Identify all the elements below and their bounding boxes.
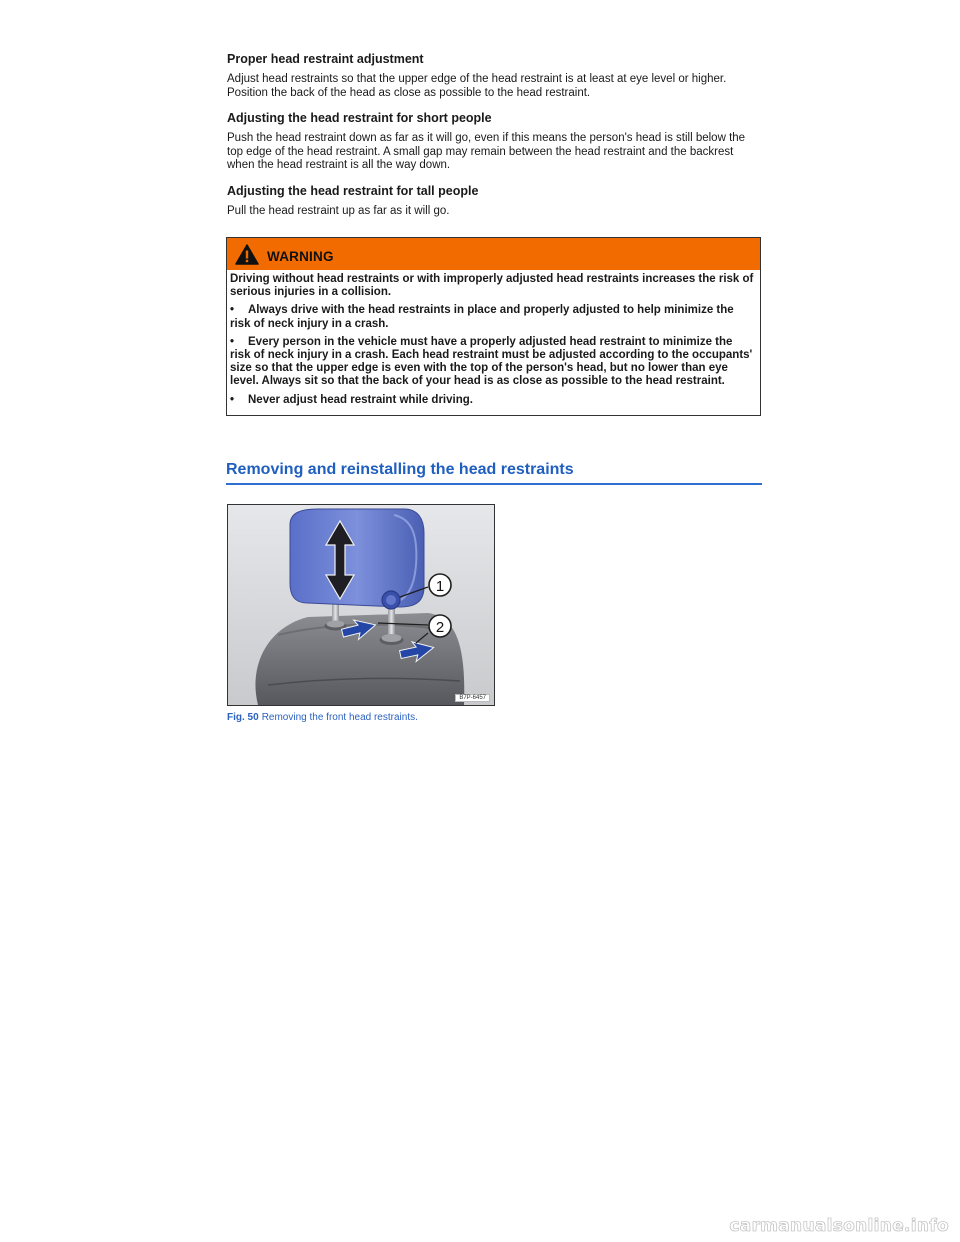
warning-bullet-text: Every person in the vehicle must have a properly adjusted head restraint to minimize the risk of neck injury in a crash. Each head restraint must be adjusted according to the occupants' size so that the upper edge is even with the top of the person's head, but no lower than eye level. Always sit so that the back of your head is as close as possible to the head restraint. (230, 335, 753, 388)
figure-caption-text: Removing the front head restraints. (261, 712, 418, 723)
heading-proper-adjustment: Proper head restraint adjustment (227, 52, 424, 66)
warning-bullet (230, 394, 756, 407)
head-restraint-illustration (228, 505, 494, 705)
figure-caption-label: Fig. 50 (227, 712, 259, 723)
warning-triangle-icon (235, 244, 259, 265)
warning-intro: Driving without head restraints or with improperly adjusted head restraints increases the risk of serious injuries in a collision. (230, 273, 754, 299)
paragraph-short-people: Push the head restraint down as far as it will go, even if this means the person's head is still below the top edge of the head restraint. A small gap may remain between the head restraint and the backrest when the head restraint is all the way down. (227, 132, 746, 171)
manual-text (227, 52, 762, 229)
section-title: Removing and reinstalling the head restraints (226, 460, 762, 485)
warning-header (227, 238, 760, 270)
head-restraint-figure (227, 504, 495, 706)
warning-bullet (230, 336, 756, 389)
warning-box (226, 237, 761, 416)
heading-short-people: Adjusting the head restraint for short people (227, 111, 492, 125)
paragraph-proper-adjustment: Adjust head restraints so that the upper edge of the head restraint is at least at eye level or higher. Position the back of the head as close as possible to the head restraint. (227, 73, 727, 99)
bullet-symbol: • (230, 393, 235, 406)
figure-code: B7P-6457 (455, 694, 490, 702)
warning-body (227, 270, 760, 415)
callout-2-label: 2 (435, 619, 445, 636)
watermark-logo: carmanualsonline.info (729, 1216, 949, 1236)
heading-tall-people: Adjusting the head restraint for tall people (227, 183, 479, 198)
paragraph-tall-people: Pull the head restraint up as far as it will go. (227, 204, 450, 217)
figure-caption (227, 712, 418, 723)
callout-1-label: 1 (435, 578, 445, 595)
warning-title: WARNING (267, 248, 334, 264)
warning-bullet-text: Never adjust head restraint while driving. (248, 393, 473, 406)
warning-bullet-text: Always drive with the head restraints in place and properly adjusted to help minimize the risk of neck injury in a crash. (230, 304, 734, 330)
bullet-symbol: • (230, 335, 235, 348)
bullet-symbol: • (230, 304, 235, 317)
warning-bullet (230, 304, 756, 330)
